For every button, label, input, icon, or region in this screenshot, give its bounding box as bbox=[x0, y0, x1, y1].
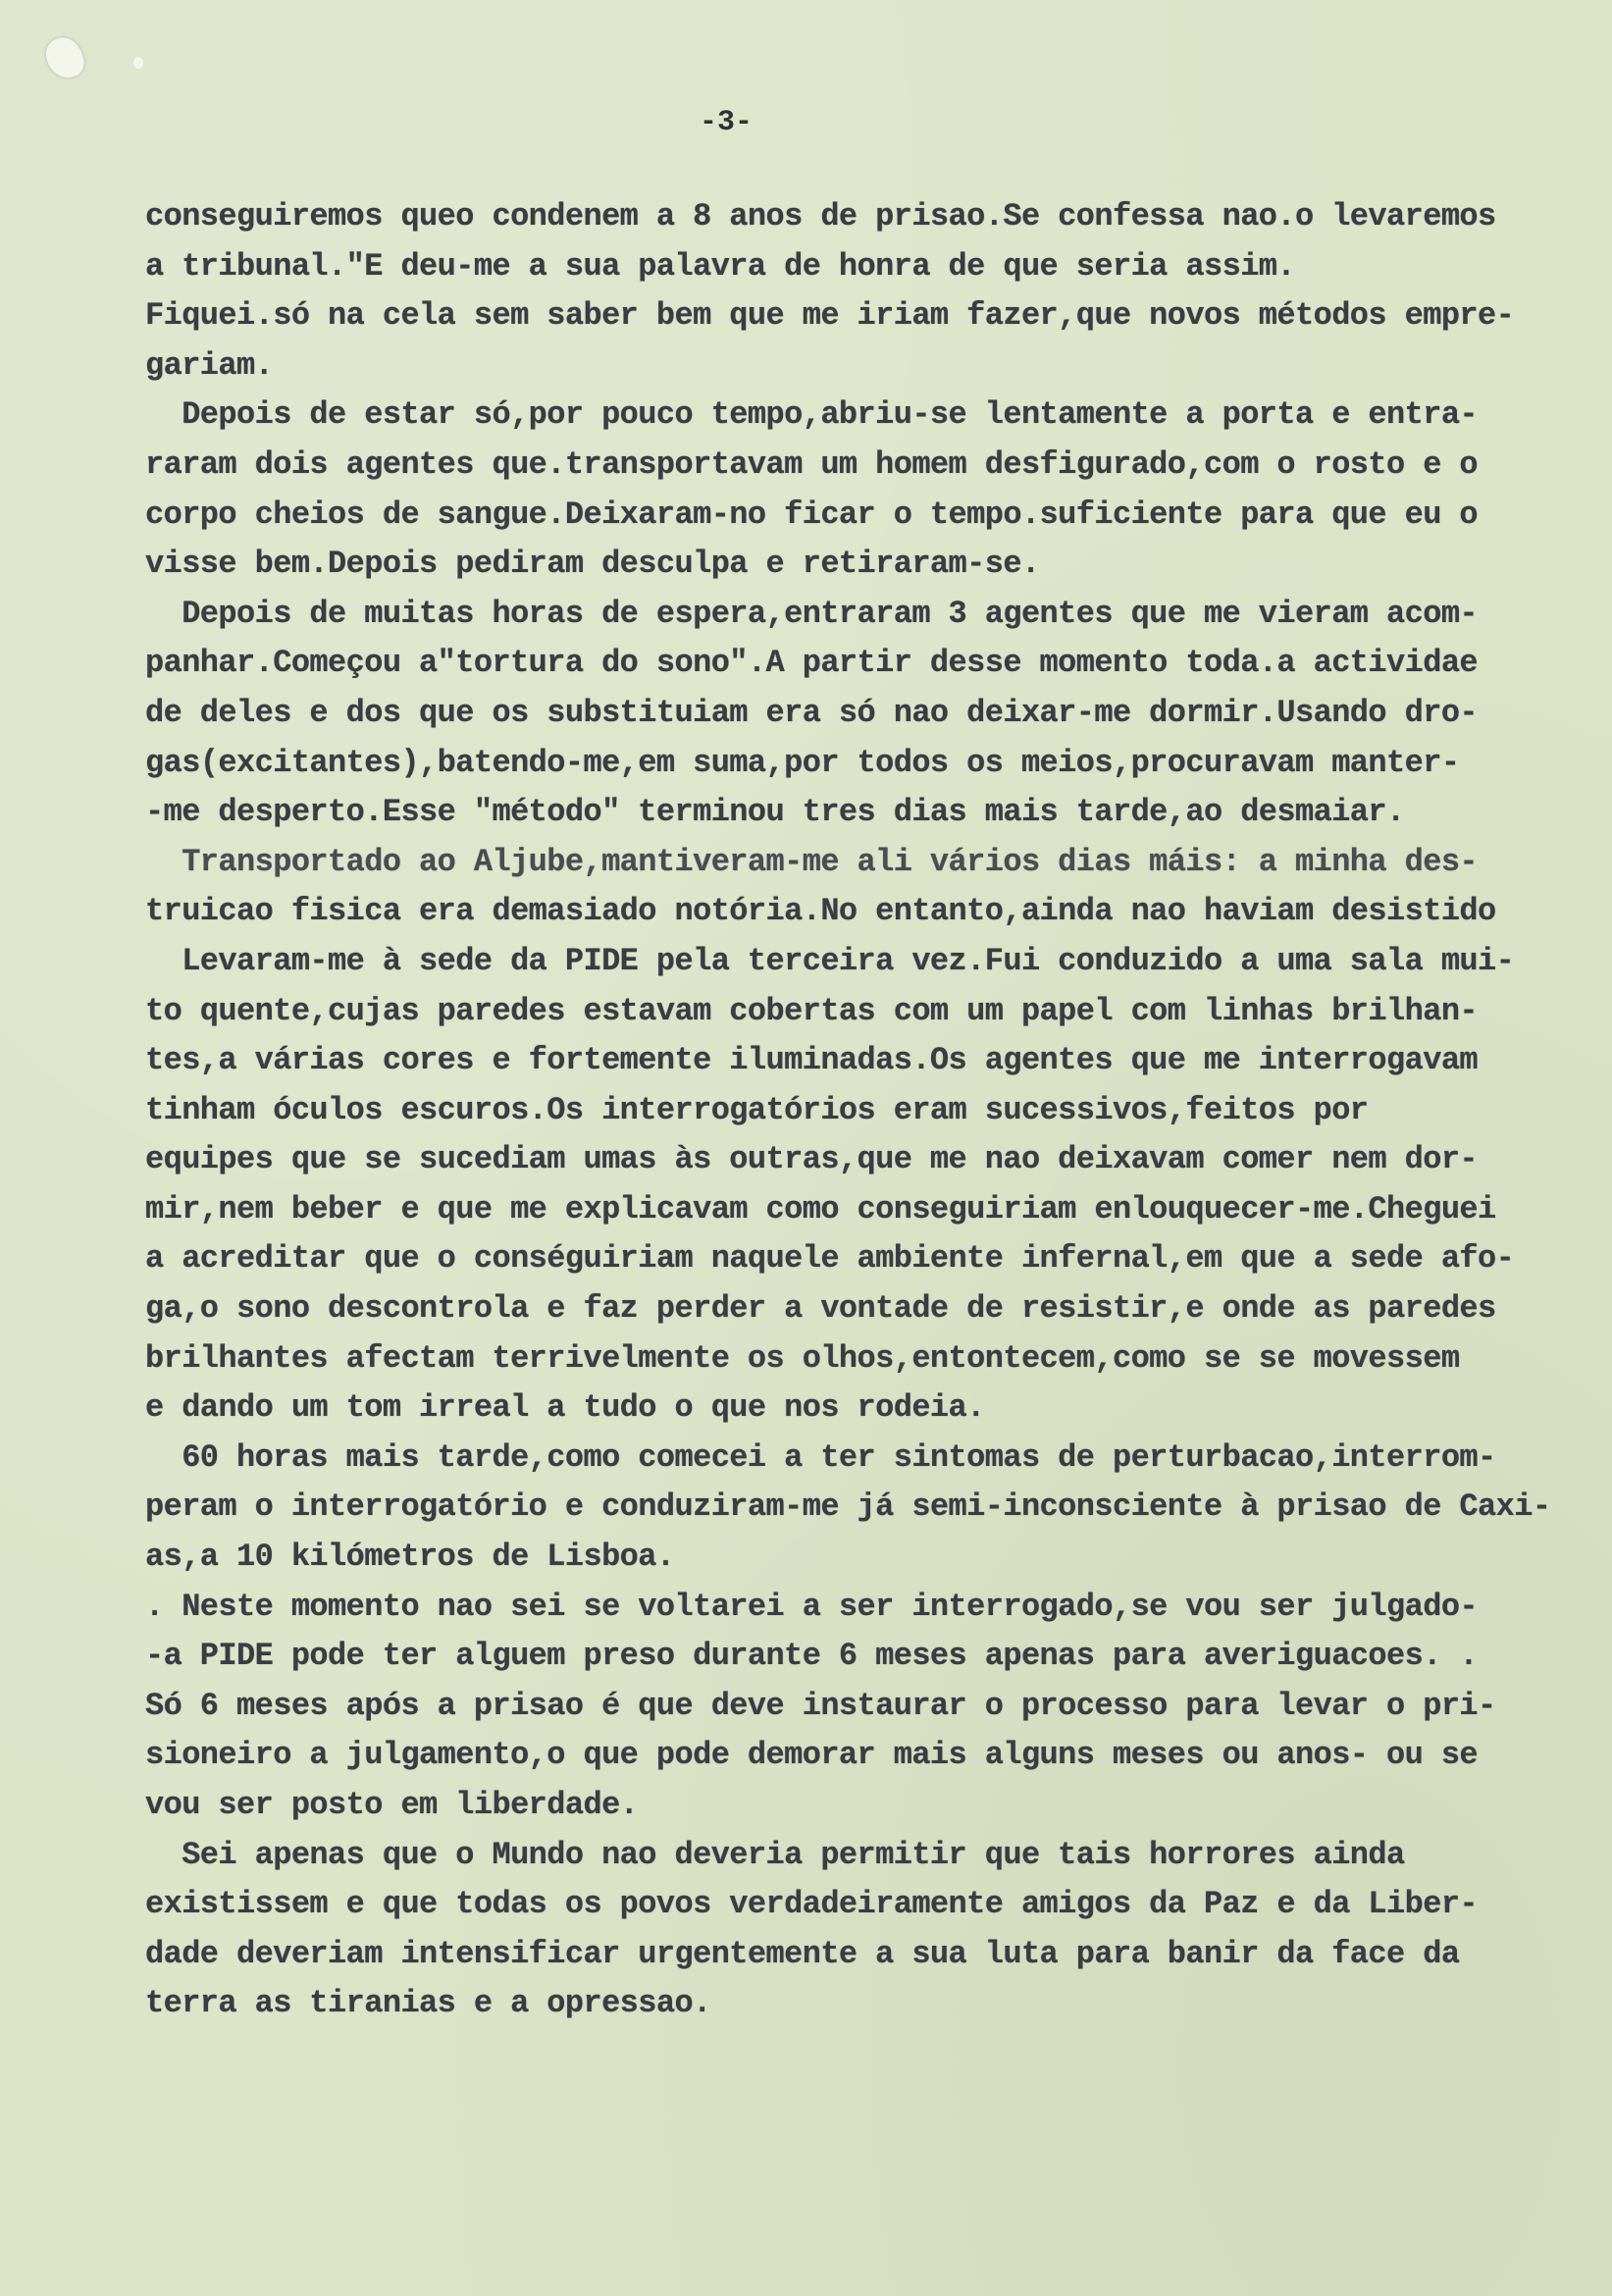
text-line: Transportado ao Aljube,mantiveram-me ali vários dias máis: a minha des- bbox=[145, 843, 1479, 880]
text-line: Levaram-me à sede da PIDE pela terceira vez.Fui conduzido a uma sala mui- bbox=[145, 942, 1515, 979]
text-line: gariam. bbox=[145, 346, 274, 384]
paper-speck bbox=[133, 57, 143, 69]
text-line: panhar.Começou a"tortura do sono".A partir desse momento toda.a actividae bbox=[145, 645, 1479, 682]
text-line: a acreditar que o conséguiriam naquele ambiente infernal,em que a sede afo- bbox=[145, 1240, 1515, 1278]
page-number: -3- bbox=[699, 106, 753, 139]
torn-corner-mark bbox=[41, 32, 87, 82]
text-line: raram dois agentes que.transportavam um homem desfigurado,com o rosto e o bbox=[145, 445, 1479, 483]
text-line: Depois de muitas horas de espera,entraram 3 agentes que me vieram acom- bbox=[145, 595, 1479, 632]
text-line: to quente,cujas paredes estavam cobertas com um papel com linhas brilhan- bbox=[145, 992, 1479, 1029]
text-line: equipes que se sucediam umas às outras,que me nao deixavam comer nem dor- bbox=[145, 1141, 1479, 1178]
text-line: e dando um tom irreal a tudo o que nos rodeia. bbox=[145, 1389, 985, 1427]
text-line: terra as tiranias e a opressao. bbox=[145, 1985, 711, 2022]
text-line: 60 horas mais tarde,como comecei a ter sintomas de perturbacao,interrom- bbox=[145, 1438, 1496, 1476]
text-line: -a PIDE pode ter alguem preso durante 6 meses apenas para averiguacoes. . bbox=[145, 1638, 1479, 1675]
text-line: tes,a várias cores e fortemente iluminadas.Os agentes que me interrogavam bbox=[145, 1042, 1479, 1079]
text-line: gas(excitantes),batendo-me,em suma,por todos os meios,procuravam manter- bbox=[145, 744, 1460, 781]
text-line: Fiquei.só na cela sem saber bem que me iriam fazer,que novos métodos empre- bbox=[145, 297, 1515, 335]
text-line: sioneiro a julgamento,o que pode demorar mais alguns meses ou anos- ou se bbox=[145, 1737, 1479, 1774]
text-line: Depois de estar só,por pouco tempo,abriu-se lentamente a porta e entra- bbox=[145, 396, 1479, 434]
text-line: ga,o sono descontrola e faz perder a vontade de resistir,e onde as paredes bbox=[145, 1290, 1496, 1328]
text-line: . Neste momento nao sei se voltarei a ser interrogado,se vou ser julgado- bbox=[145, 1588, 1479, 1625]
text-line: a tribunal."E deu-me a sua palavra de honra de que seria assim. bbox=[145, 247, 1295, 285]
text-line: Só 6 meses após a prisao é que deve instaurar o processo para levar o pri- bbox=[145, 1687, 1496, 1724]
text-line: Sei apenas que o Mundo nao deveria permitir que tais horrores ainda bbox=[145, 1836, 1405, 1873]
text-line: -me desperto.Esse "método" terminou tres dias mais tarde,ao desmaiar. bbox=[145, 794, 1405, 831]
text-line: as,a 10 kilómetros de Lisboa. bbox=[145, 1539, 675, 1576]
typewritten-body bbox=[145, 192, 1578, 2029]
text-line: conseguiremos queo condenem a 8 anos de prisao.Se confessa nao.o levaremos bbox=[145, 198, 1496, 235]
text-line: existissem e que todas os povos verdadeiramente amigos da Paz e da Liber- bbox=[145, 1886, 1479, 1923]
text-line: truicao fisica era demasiado notória.No entanto,ainda nao haviam desistido bbox=[145, 893, 1496, 930]
text-line: brilhantes afectam terrivelmente os olhos,entontecem,como se se movessem bbox=[145, 1339, 1460, 1377]
text-line: peram o interrogatório e conduziram-me já semi-inconsciente à prisao de Caxi- bbox=[145, 1488, 1551, 1526]
text-line: corpo cheios de sangue.Deixaram-no ficar o tempo.suficiente para que eu o bbox=[145, 496, 1479, 533]
text-line: tinham óculos escuros.Os interrogatórios eram sucessivos,feitos por bbox=[145, 1091, 1369, 1128]
text-line: dade deveriam intensificar urgentemente a sua luta para banir da face da bbox=[145, 1935, 1460, 1972]
text-line: mir,nem beber e que me explicavam como conseguiriam enlouquecer-me.Cheguei bbox=[145, 1190, 1496, 1227]
text-line: de deles e dos que os substituiam era só nao deixar-me dormir.Usando dro- bbox=[145, 694, 1479, 731]
text-line: visse bem.Depois pediram desculpa e retiraram-se. bbox=[145, 546, 1040, 583]
text-line: vou ser posto em liberdade. bbox=[145, 1787, 639, 1823]
